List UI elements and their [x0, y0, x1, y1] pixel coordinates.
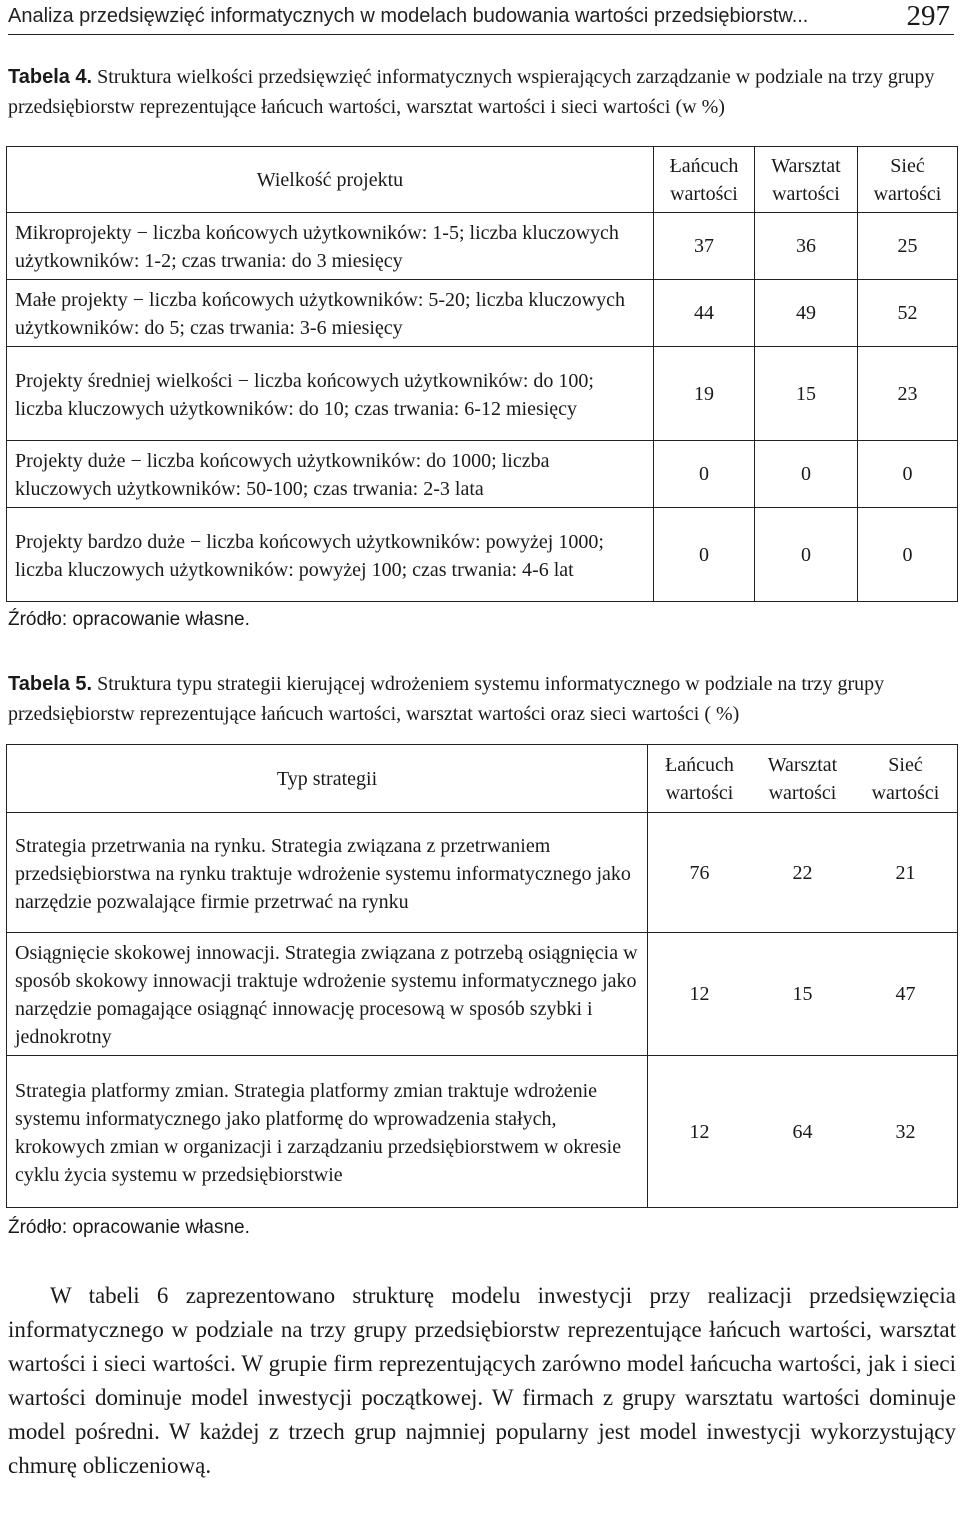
cell-value: 0 [654, 441, 755, 508]
table-4 [6, 146, 958, 602]
cell-value: 0 [755, 508, 858, 602]
cell-value: 36 [755, 213, 858, 280]
row-values [648, 1056, 958, 1208]
row-description: Osiągnięcie skokowej innowacji. Strategia związana z potrzebą osiągnięcia w sposób skokowy innowacji traktuje wdrożenie systemu informatycznego jako narzędzie pomagające osiągnąć innowację procesową w sposób szybki i jednokrotny [7, 933, 648, 1056]
row-description: Mikroprojekty − liczba końcowych użytkowników: 1-5; liczba kluczowych użytkowników: 1-2; czas trwania: do 3 miesięcy [7, 213, 654, 280]
body-paragraph: W tabeli 6 zaprezentowano strukturę modelu inwestycji przy realizacji przedsięwzięcia informatycznego w podziale na trzy grupy przedsiębiorstw reprezentujące łańcuch wartości, warsztat wartości i sieci wartości. W grupie firm reprezentujących zarówno model łańcucha wartości, jak i sieci wartości dominuje model inwestycji początkowej. W firmach z grupy warsztatu wartości dominuje model pośredni. W każdej z trzech grup najmniej popularny jest model inwestycji wykorzystujący chmurę obliczeniową. [8, 1283, 956, 1478]
row-description: Projekty bardzo duże − liczba końcowych użytkowników: powyżej 1000; liczba kluczowych użytkowników: powyżej 100; czas trwania: 4-6 lat [7, 508, 654, 602]
cell-value: 32 [895, 1120, 916, 1143]
table-row [7, 933, 958, 1056]
table-5-header-values [648, 745, 958, 813]
cell-value: 15 [792, 983, 813, 1005]
table-4-header-col-3: Sieć wartości [858, 147, 958, 213]
table-row [7, 1056, 958, 1208]
cell-value: 19 [654, 347, 755, 441]
table-5-caption [8, 669, 956, 729]
table-4-source: Źródło: opracowanie własne. [8, 609, 250, 630]
table-5-header-col-1: Łańcuch wartości [665, 753, 734, 804]
cell-value: 22 [792, 861, 813, 884]
cell-value: 0 [755, 441, 858, 508]
cell-value: 64 [792, 1120, 813, 1143]
row-description: Małe projekty − liczba końcowych użytkowników: 5-20; liczba kluczowych użytkowników: do 5; czas trwania: 3-6 miesięcy [7, 280, 654, 347]
cell-value: 0 [858, 508, 958, 602]
row-description: Projekty duże − liczba końcowych użytkowników: do 1000; liczba kluczowych użytkowników: 50-100; czas trwania: 2-3 lata [7, 441, 654, 508]
table-row [7, 213, 958, 280]
table-5 [6, 744, 958, 1208]
cell-value: 49 [755, 280, 858, 347]
table-5-header-strategy: Typ strategii [7, 745, 648, 813]
cell-value: 0 [858, 441, 958, 508]
table-row [7, 347, 958, 441]
cell-value: 12 [689, 1120, 710, 1143]
cell-value: 23 [858, 347, 958, 441]
running-title: Analiza przedsięwzięć informatycznych w modelach budowania wartości przedsiębiorstw... [8, 5, 809, 27]
table-4-label: Tabela 4. [8, 66, 93, 88]
table-5-caption-text: Struktura typu strategii kierującej wdrożeniem systemu informatycznego w podziale na trzy grupy przedsiębiorstw reprezentujące łańcuch wartości, warsztat wartości oraz sieci wartości ( %) [8, 673, 885, 725]
table-5-header-col-2: Warsztat wartości [767, 753, 838, 804]
row-values [648, 813, 958, 933]
cell-value: 15 [755, 347, 858, 441]
table-5-label: Tabela 5. [8, 673, 93, 695]
table-4-caption-text: Struktura wielkości przedsięwzięć informatycznych wspierających zarządzanie w podziale na trzy grupy przedsiębiorstw reprezentujące łańcuch wartości, warsztat wartości i sieci wartości (w %) [8, 66, 935, 118]
cell-value: 12 [689, 983, 710, 1005]
row-values [648, 933, 958, 1056]
table-4-header-col-1: Łańcuch wartości [654, 147, 755, 213]
table-4-caption [8, 62, 956, 122]
page-number: 297 [906, 0, 950, 32]
cell-value: 76 [689, 861, 710, 884]
cell-value: 52 [858, 280, 958, 347]
cell-value: 44 [654, 280, 755, 347]
table-row [7, 813, 958, 933]
page-header [8, 0, 954, 35]
cell-value: 37 [654, 213, 755, 280]
table-4-header-col-2: Warsztat wartości [755, 147, 858, 213]
table-row [7, 508, 958, 602]
row-description: Projekty średniej wielkości − liczba końcowych użytkowników: do 100; liczba kluczowych użytkowników: do 10; czas trwania: 6-12 miesięcy [7, 347, 654, 441]
table-4-header-row [7, 147, 958, 213]
cell-value: 21 [895, 861, 916, 884]
table-5-source: Źródło: opracowanie własne. [8, 1217, 250, 1238]
table-5-header-row [7, 745, 958, 813]
table-row [7, 441, 958, 508]
table-row [7, 280, 958, 347]
row-description: Strategia platformy zmian. Strategia platformy zmian traktuje wdrożenie systemu informatycznego jako platformę do wprowadzenia stałych, krokowych zmian w organizacji i zarządzaniu przedsiębiorstwem w okresie cyklu życia systemu w przedsiębiorstwie [7, 1056, 648, 1208]
cell-value: 47 [895, 983, 916, 1005]
cell-value: 0 [654, 508, 755, 602]
row-description: Strategia przetrwania na rynku. Strategia związana z przetrwaniem przedsiębiorstwa na rynku traktuje wdrożenie systemu informatycznego jako narzędzie pozwalające firmie przetrwać na rynku [7, 813, 648, 933]
table-5-header-col-3: Sieć wartości [871, 753, 940, 804]
table-4-header-size: Wielkość projektu [7, 147, 654, 213]
cell-value: 25 [858, 213, 958, 280]
